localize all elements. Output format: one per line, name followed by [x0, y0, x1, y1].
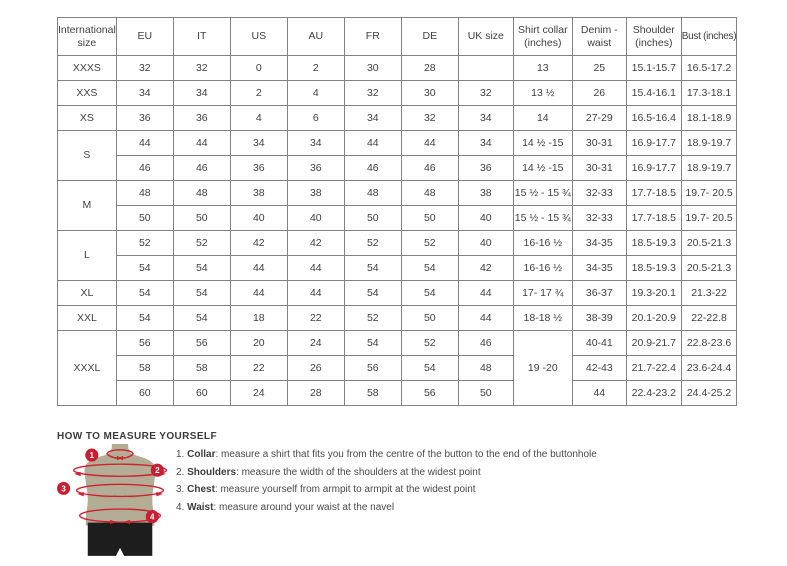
table-cell: 58: [344, 381, 401, 406]
item-number: 1.: [176, 449, 185, 460]
table-cell: 40: [230, 206, 287, 231]
table-cell: XXXL: [58, 331, 117, 406]
table-cell: 38-39: [572, 306, 626, 331]
table-cell: 56: [401, 381, 458, 406]
table-cell: 32-33: [572, 206, 626, 231]
table-cell: 16.9-17.7: [626, 131, 681, 156]
measure-section-title: HOW TO MEASURE YOURSELF: [57, 431, 217, 442]
table-cell: 54: [173, 256, 230, 281]
table-cell: 50: [116, 206, 173, 231]
table-cell: 44: [230, 256, 287, 281]
item-text: : measure the width of the shoulders at the widest point: [236, 466, 481, 478]
table-cell: 14: [513, 106, 572, 131]
table-cell: 14 ½ -15: [513, 156, 572, 181]
col-header-au: AU: [287, 18, 344, 56]
table-cell: 18-18 ½: [513, 306, 572, 331]
table-cell: 44: [572, 381, 626, 406]
table-cell: 34-35: [572, 231, 626, 256]
table-cell: 46: [344, 156, 401, 181]
item-number: 3.: [176, 484, 185, 495]
table-cell: 48: [344, 181, 401, 206]
table-cell: 42-43: [572, 356, 626, 381]
table-cell: 26: [572, 81, 626, 106]
table-cell: 21.3-22: [681, 281, 736, 306]
table-cell: 50: [344, 206, 401, 231]
mannequin-figure: [50, 443, 185, 566]
table-cell: 14 ½ -15: [513, 131, 572, 156]
item-label: Waist: [187, 501, 214, 513]
table-cell: 60: [116, 381, 173, 406]
table-cell: 22-22.8: [681, 306, 736, 331]
table-cell: XXS: [58, 81, 117, 106]
table-cell: 13 ½: [513, 81, 572, 106]
table-cell: 13: [513, 56, 572, 81]
table-cell: 54: [344, 331, 401, 356]
col-header-shoulder: Shoulder (inches): [626, 18, 681, 56]
table-cell: 18: [230, 306, 287, 331]
col-header-international-size: International size: [58, 18, 117, 56]
table-cell: 36: [230, 156, 287, 181]
table-cell: 58: [116, 356, 173, 381]
table-cell: 15.4-16.1: [626, 81, 681, 106]
table-row: [58, 181, 737, 206]
table-cell: 19.7- 20.5: [681, 181, 736, 206]
table-cell: 32: [458, 81, 513, 106]
measure-item-shoulders: [176, 467, 597, 479]
table-cell: 54: [116, 281, 173, 306]
table-cell: 34: [173, 81, 230, 106]
table-cell: 28: [401, 56, 458, 81]
table-cell: 44: [287, 256, 344, 281]
table-cell: 34: [458, 106, 513, 131]
table-cell: 44: [344, 131, 401, 156]
table-cell: XL: [58, 281, 117, 306]
table-cell: 34-35: [572, 256, 626, 281]
table-cell: 48: [401, 181, 458, 206]
item-number: 2.: [176, 466, 185, 478]
table-cell: 34: [230, 131, 287, 156]
table-row: [58, 306, 737, 331]
col-header-uk-size: UK size: [458, 18, 513, 56]
table-cell: 26: [287, 356, 344, 381]
table-cell: 32: [401, 106, 458, 131]
table-cell: 36: [287, 156, 344, 181]
table-cell: 20.9-21.7: [626, 331, 681, 356]
table-cell: 20.5-21.3: [681, 256, 736, 281]
table-row: [58, 381, 737, 406]
measure-item-waist: [176, 502, 597, 514]
marker-1-icon: [85, 449, 98, 462]
table-row: [58, 206, 737, 231]
table-cell: 44: [401, 131, 458, 156]
table-cell: 24: [230, 381, 287, 406]
table-cell: XXXS: [58, 56, 117, 81]
table-cell: 25: [572, 56, 626, 81]
table-cell: 46: [401, 156, 458, 181]
col-header-fr: FR: [344, 18, 401, 56]
table-cell: 17- 17 ¾: [513, 281, 572, 306]
table-cell: 32: [116, 56, 173, 81]
table-cell: M: [58, 181, 117, 231]
table-cell: [458, 56, 513, 81]
table-cell: 0: [230, 56, 287, 81]
table-cell: 30-31: [572, 156, 626, 181]
table-cell: 18.9-19.7: [681, 156, 736, 181]
table-cell: 42: [230, 231, 287, 256]
table-cell: 15 ½ - 15 ¾: [513, 181, 572, 206]
table-row: [58, 131, 737, 156]
table-cell: 16.5-16.4: [626, 106, 681, 131]
table-cell: 23.6-24.4: [681, 356, 736, 381]
svg-text:2: 2: [155, 466, 160, 476]
table-cell: 44: [230, 281, 287, 306]
table-cell: 54: [116, 306, 173, 331]
table-cell: 42: [287, 231, 344, 256]
table-cell: 34: [458, 131, 513, 156]
table-cell: 18.5-19.3: [626, 256, 681, 281]
table-cell: 17.7-18.5: [626, 181, 681, 206]
table-cell: 40: [287, 206, 344, 231]
table-cell: 22: [287, 306, 344, 331]
table-cell: 38: [287, 181, 344, 206]
table-cell: 54: [401, 356, 458, 381]
table-cell: 20.1-20.9: [626, 306, 681, 331]
header-row: [58, 18, 737, 56]
table-cell: 56: [344, 356, 401, 381]
table-cell: 54: [344, 256, 401, 281]
table-cell: 21.7-22.4: [626, 356, 681, 381]
col-header-bust: Bust (inches): [681, 18, 736, 56]
table-cell: 48: [458, 356, 513, 381]
svg-text:4: 4: [150, 512, 155, 522]
table-cell: 20: [230, 331, 287, 356]
svg-text:1: 1: [89, 451, 95, 461]
size-table-body: [58, 56, 737, 406]
table-cell: 60: [173, 381, 230, 406]
table-cell: 16.9-17.7: [626, 156, 681, 181]
table-cell: 30-31: [572, 131, 626, 156]
measure-item-chest: [176, 484, 597, 496]
table-cell: 58: [173, 356, 230, 381]
table-cell: 50: [458, 381, 513, 406]
item-text: : measure around your waist at the navel: [213, 501, 395, 513]
col-header-de: DE: [401, 18, 458, 56]
table-cell: 52: [401, 331, 458, 356]
table-cell: 15 ½ - 15 ¾: [513, 206, 572, 231]
size-chart-table: [57, 17, 737, 406]
table-cell: 36: [458, 156, 513, 181]
table-cell: 44: [458, 306, 513, 331]
table-cell: 52: [401, 231, 458, 256]
table-cell: 22.4-23.2: [626, 381, 681, 406]
marker-3-icon: [57, 482, 70, 495]
table-cell: 48: [173, 181, 230, 206]
table-cell: 27-29: [572, 106, 626, 131]
table-cell: L: [58, 231, 117, 281]
table-cell: 28: [287, 381, 344, 406]
col-header-us: US: [230, 18, 287, 56]
table-row: [58, 356, 737, 381]
table-cell: 34: [116, 81, 173, 106]
table-cell: 19.7- 20.5: [681, 206, 736, 231]
table-cell: 24: [287, 331, 344, 356]
table-cell: 15.1-15.7: [626, 56, 681, 81]
table-cell: 34: [344, 106, 401, 131]
table-cell: 30: [344, 56, 401, 81]
table-cell: 32: [344, 81, 401, 106]
table-cell: 56: [116, 331, 173, 356]
size-table-header: [58, 18, 737, 56]
table-cell: 38: [458, 181, 513, 206]
col-header-eu: EU: [116, 18, 173, 56]
table-cell: 30: [401, 81, 458, 106]
table-cell: 54: [401, 256, 458, 281]
table-cell: 19.3-20.1: [626, 281, 681, 306]
table-cell: 6: [287, 106, 344, 131]
table-cell: 54: [173, 306, 230, 331]
table-cell: 36: [173, 106, 230, 131]
table-cell: 16-16 ½: [513, 256, 572, 281]
table-cell: 16.5-17.2: [681, 56, 736, 81]
table-cell: 4: [287, 81, 344, 106]
table-cell: 2: [230, 81, 287, 106]
table-cell: 22.8-23.6: [681, 331, 736, 356]
col-header-denim-waist: Denim - waist: [572, 18, 626, 56]
table-cell: 40: [458, 206, 513, 231]
marker-2-icon: [151, 464, 164, 477]
table-cell: 48: [116, 181, 173, 206]
measure-item-collar: [176, 449, 597, 461]
table-row: [58, 331, 737, 356]
measure-instructions: [176, 449, 597, 519]
table-cell: 52: [344, 306, 401, 331]
table-cell: 54: [344, 281, 401, 306]
table-cell: 40: [458, 231, 513, 256]
table-row: [58, 281, 737, 306]
marker-4-icon: [146, 510, 159, 523]
table-cell: 44: [173, 131, 230, 156]
table-cell: 50: [401, 206, 458, 231]
table-cell: 2: [287, 56, 344, 81]
table-cell: 32: [173, 56, 230, 81]
table-row: [58, 256, 737, 281]
table-cell: 22: [230, 356, 287, 381]
table-cell: 46: [173, 156, 230, 181]
table-cell: 38: [230, 181, 287, 206]
table-cell: 18.9-19.7: [681, 131, 736, 156]
svg-text:3: 3: [61, 484, 66, 494]
table-cell: 17.3-18.1: [681, 81, 736, 106]
table-cell: 19 -20: [513, 331, 572, 406]
table-cell: 52: [116, 231, 173, 256]
table-cell: 42: [458, 256, 513, 281]
table-cell: 34: [287, 131, 344, 156]
table-cell: 20.5-21.3: [681, 231, 736, 256]
table-cell: 44: [287, 281, 344, 306]
table-cell: 46: [116, 156, 173, 181]
table-cell: 54: [173, 281, 230, 306]
table-cell: 17.7-18.5: [626, 206, 681, 231]
table-cell: 54: [401, 281, 458, 306]
table-cell: 44: [116, 131, 173, 156]
col-header-it: IT: [173, 18, 230, 56]
table-cell: 18.1-18.9: [681, 106, 736, 131]
table-cell: 32-33: [572, 181, 626, 206]
table-row: [58, 231, 737, 256]
item-label: Collar: [187, 449, 216, 460]
table-cell: 36-37: [572, 281, 626, 306]
table-cell: 40-41: [572, 331, 626, 356]
table-cell: 56: [173, 331, 230, 356]
item-number: 4.: [176, 501, 185, 513]
table-cell: 24.4-25.2: [681, 381, 736, 406]
table-cell: 52: [173, 231, 230, 256]
table-cell: 16-16 ½: [513, 231, 572, 256]
col-header-shirt-collar: Shirt collar (inches): [513, 18, 572, 56]
table-cell: 50: [401, 306, 458, 331]
item-text: : measure a shirt that fits you from the centre of the button to the end of the buttonhole: [215, 449, 597, 460]
table-cell: 46: [458, 331, 513, 356]
table-cell: 50: [173, 206, 230, 231]
item-label: Shoulders: [187, 466, 237, 478]
table-cell: 18.5-19.3: [626, 231, 681, 256]
item-text: : measure yourself from armpit to armpit at the widest point: [214, 484, 476, 495]
table-row: [58, 106, 737, 131]
table-cell: 44: [458, 281, 513, 306]
table-cell: XS: [58, 106, 117, 131]
table-cell: S: [58, 131, 117, 181]
table-cell: 54: [116, 256, 173, 281]
table-cell: 36: [116, 106, 173, 131]
table-row: [58, 81, 737, 106]
shorts-shape: [88, 523, 153, 556]
table-row: [58, 156, 737, 181]
table-row: [58, 56, 737, 81]
table-cell: XXL: [58, 306, 117, 331]
item-label: Chest: [187, 484, 215, 495]
table-cell: 52: [344, 231, 401, 256]
table-cell: 4: [230, 106, 287, 131]
